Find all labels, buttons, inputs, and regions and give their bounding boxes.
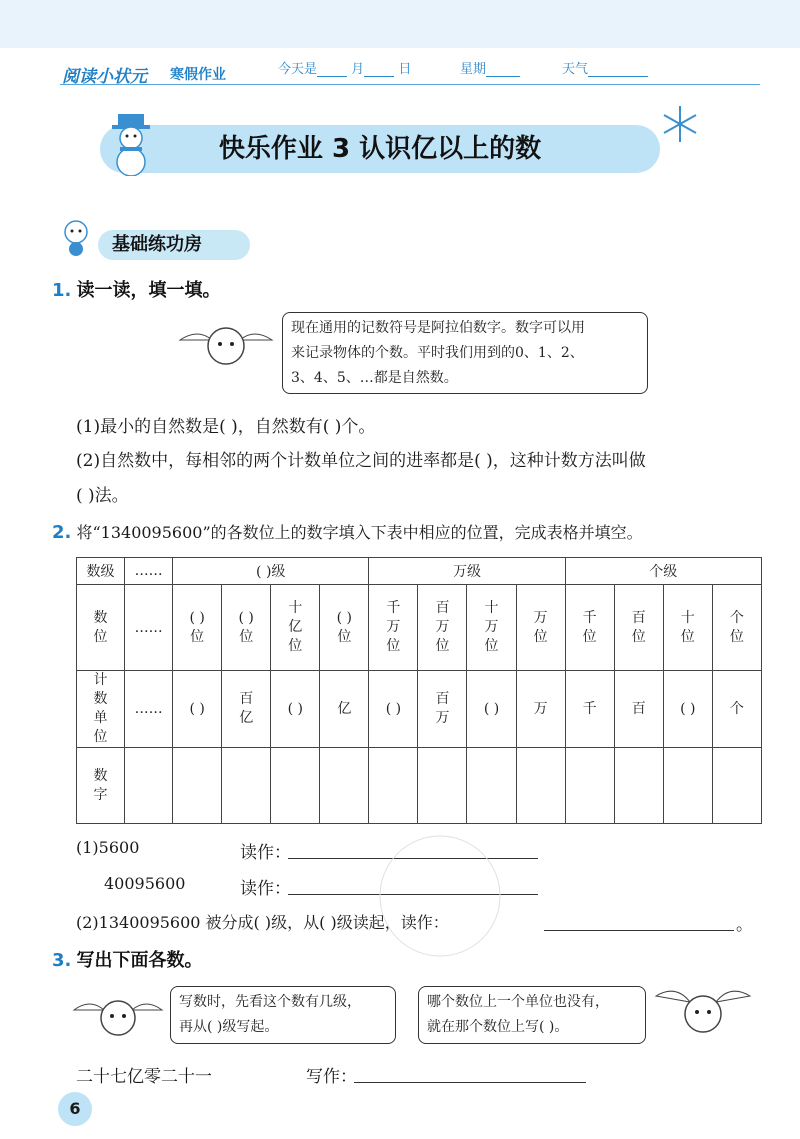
table-row (77, 748, 762, 824)
digit-cell[interactable] (369, 748, 418, 824)
place-text: 千位 (582, 609, 597, 645)
question-1-header (52, 276, 220, 302)
question-number: 2. (52, 522, 72, 543)
unit-cell (565, 671, 614, 748)
row-label (77, 585, 125, 671)
digit-cell[interactable] (467, 748, 516, 824)
place-text: 十亿位 (288, 600, 303, 654)
bird-mascot-icon (72, 990, 164, 1042)
group-header: 个级 (565, 558, 761, 585)
date-field (278, 58, 411, 77)
unit-cell (418, 671, 467, 748)
unit-cell (614, 671, 663, 748)
place-cell (663, 585, 712, 671)
question-2-header (52, 520, 643, 543)
unit-cell (222, 671, 271, 748)
unit-text: 千 (582, 700, 597, 717)
question-3-header (52, 946, 202, 972)
unit-text: ( ) (483, 700, 500, 717)
place-value-table (76, 557, 762, 824)
month-label: 月 (351, 62, 365, 77)
dots-cell: …… (125, 558, 173, 585)
snowflake-icon (660, 104, 700, 144)
question-prompt: 读一读，填一填。 (76, 280, 221, 301)
section-title: 基础练功房 (112, 234, 202, 255)
unit-text: 百 (631, 700, 646, 717)
unit-cell (663, 671, 712, 748)
unit-cell (271, 671, 320, 748)
unit-text: 万 (533, 700, 548, 717)
bubble-line: 来记录物体的个数。平时我们用到的0、1、2、 (291, 345, 584, 361)
watermark-seal (370, 826, 510, 966)
row-label-text: 数位 (93, 609, 108, 645)
place-cell (614, 585, 663, 671)
q2-sub-2: (2)1340095600 被分成( )级，从( )级读起，读作： (76, 913, 449, 932)
row-label (77, 748, 125, 824)
place-cell (320, 585, 369, 671)
place-text: ( )位 (189, 609, 205, 645)
place-cell (369, 585, 418, 671)
read-2-number: 40095600 (104, 874, 186, 893)
row-label: 数级 (77, 558, 125, 585)
sub2-end: 。 (736, 915, 753, 935)
place-cell (467, 585, 516, 671)
top-strip (0, 0, 800, 48)
bubble-line: 哪个数位上一个单位也没有， (427, 994, 609, 1010)
place-cell (173, 585, 222, 671)
bubble-line: 再从( )级写起。 (179, 1019, 279, 1035)
digit-cell[interactable] (712, 748, 761, 824)
q1-item-2: (2)自然数中，每相邻的两个计数单位之间的进率都是( )，这种计数方法叫做 (76, 451, 646, 471)
digit-cell[interactable] (614, 748, 663, 824)
place-text: ( )位 (336, 609, 352, 645)
digit-cell[interactable] (516, 748, 565, 824)
question-number: 3. (52, 950, 72, 971)
unit-cell (467, 671, 516, 748)
read-1-number: (1)5600 (76, 838, 140, 857)
table-row (77, 558, 762, 585)
bird-mascot-icon (654, 982, 752, 1038)
table-row (77, 585, 762, 671)
weekday-label: 星期 (460, 62, 487, 77)
question-prompt: 写出下面各数。 (76, 950, 203, 971)
dots-cell: …… (125, 671, 173, 748)
weather-field (562, 58, 648, 77)
digit-cell[interactable] (320, 748, 369, 824)
unit-text: 亿 (337, 700, 352, 717)
place-cell (222, 585, 271, 671)
unit-text: ( ) (385, 700, 402, 717)
digit-cell[interactable] (418, 748, 467, 824)
row-label-text: 数字 (93, 767, 108, 803)
page-number: 6 (58, 1092, 92, 1126)
unit-text: 个 (729, 700, 744, 717)
brand-logo: 阅读小状元 (62, 67, 147, 87)
header-title: 寒假作业 (170, 67, 226, 83)
weekday-field (460, 58, 520, 77)
place-text: 万位 (533, 609, 548, 645)
digit-cell[interactable] (565, 748, 614, 824)
bird-mascot-icon (178, 318, 274, 372)
unit-cell (320, 671, 369, 748)
unit-cell (173, 671, 222, 748)
write-label: 写作： (306, 1067, 357, 1087)
unit-text: ( ) (189, 700, 205, 717)
weather-label: 天气 (562, 62, 589, 77)
place-cell (418, 585, 467, 671)
empty-cell (125, 748, 173, 824)
watermark (370, 826, 510, 966)
dots-cell: …… (125, 585, 173, 671)
place-cell (516, 585, 565, 671)
digit-cell[interactable] (173, 748, 222, 824)
question-number: 1. (52, 280, 72, 301)
date-label: 今天是 (278, 62, 318, 77)
unit-cell (516, 671, 565, 748)
digit-cell[interactable] (271, 748, 320, 824)
place-text: 十位 (680, 609, 695, 645)
place-text: 百万位 (435, 600, 450, 654)
digit-cell[interactable] (222, 748, 271, 824)
place-text: 十万位 (484, 600, 499, 654)
place-text: 千万位 (386, 600, 401, 654)
read-1-label: 读作： (240, 843, 291, 863)
group-header: 万级 (369, 558, 565, 585)
place-text: 百位 (631, 609, 646, 645)
bubble-line: 写数时，先看这个数有几级， (179, 994, 361, 1010)
header-divider (60, 84, 760, 85)
unit-cell (369, 671, 418, 748)
row-label-text: 计数单位 (93, 672, 108, 745)
place-cell (712, 585, 761, 671)
bubble-line: 3、4、5、…都是自然数。 (291, 370, 458, 386)
digit-cell[interactable] (663, 748, 712, 824)
hint-bubble-right (418, 986, 646, 1044)
unit-text: 百万 (435, 691, 450, 726)
group-header: ( )级 (173, 558, 369, 585)
q3-item: 二十七亿零二十一 (76, 1067, 212, 1087)
table-row (77, 671, 762, 748)
row-label (77, 671, 125, 748)
mascot-icon (56, 216, 96, 256)
hint-bubble-left (170, 986, 396, 1044)
question-prompt: 将“1340095600”的各数位上的数字填入下表中相应的位置，完成表格并填空。 (76, 523, 643, 542)
unit-text: ( ) (680, 700, 696, 717)
place-cell (271, 585, 320, 671)
q1-item-1: (1)最小的自然数是( )，自然数有( )个。 (76, 417, 376, 437)
place-text: ( )位 (238, 609, 254, 645)
day-label: 日 (398, 62, 412, 77)
bubble-line: 现在通用的记数符号是阿拉伯数字。数字可以用 (291, 320, 585, 336)
info-bubble (282, 312, 648, 394)
unit-text: 百亿 (239, 691, 254, 726)
unit-text: ( ) (287, 700, 303, 717)
place-text: 个位 (729, 609, 744, 645)
sub2-answer-line[interactable] (544, 910, 734, 931)
bubble-line: 就在那个数位上写( )。 (427, 1019, 569, 1035)
write-answer-line[interactable] (354, 1062, 586, 1083)
place-cell (565, 585, 614, 671)
read-2-label: 读作： (240, 879, 291, 899)
page-title: 快乐作业 3 认识亿以上的数 (218, 134, 542, 164)
unit-cell (712, 671, 761, 748)
q1-item-2-cont: ( )法。 (76, 486, 129, 506)
